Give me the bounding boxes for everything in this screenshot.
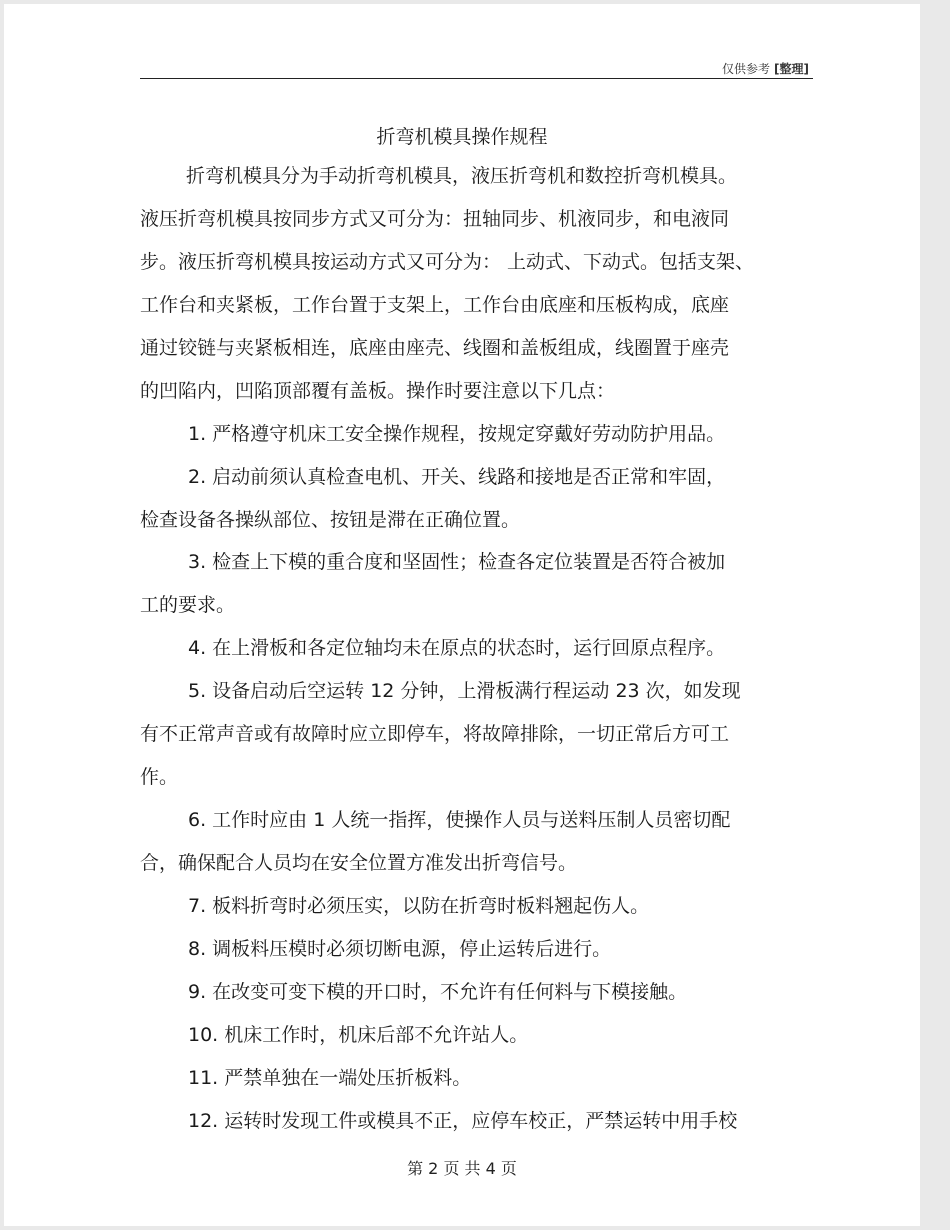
body-line: 的凹陷内，凹陷顶部覆有盖板。操作时要注意以下几点： bbox=[140, 380, 616, 402]
body-line: 步。液压折弯机模具按运动方式又可分为： 上动式、下动式。包括支架、 bbox=[140, 251, 755, 273]
list-item-continuation: 作。 bbox=[140, 766, 179, 788]
header-note bbox=[722, 60, 809, 77]
header-tag: [整理] bbox=[774, 62, 809, 76]
document-title: 折弯机模具操作规程 bbox=[376, 126, 548, 148]
list-item: 4. 在上滑板和各定位轴均未在原点的状态时，运行回原点程序。 bbox=[188, 637, 726, 659]
list-item: 12. 运转时发现工件或模具不正，应停车校正，严禁运转中用手校 bbox=[188, 1110, 738, 1132]
list-item: 11. 严禁单独在一端处压折板料。 bbox=[188, 1067, 472, 1089]
list-item: 9. 在改变可变下模的开口时，不允许有任何料与下模接触。 bbox=[188, 981, 688, 1003]
list-item: 5. 设备启动后空运转 12 分钟，上滑板满行程运动 23 次，如发现 bbox=[188, 680, 741, 702]
header-divider bbox=[140, 78, 813, 79]
list-item-continuation: 检查设备各操纵部位、按钮是滞在正确位置。 bbox=[140, 509, 521, 531]
list-item: 8. 调板料压模时必须切断电源，停止运转后进行。 bbox=[188, 938, 612, 960]
document-page bbox=[4, 4, 920, 1226]
body-line: 折弯机模具分为手动折弯机模具，液压折弯机和数控折弯机模具。 bbox=[186, 165, 738, 187]
header-note-text: 仅供参考 bbox=[722, 62, 771, 76]
list-item: 6. 工作时应由 1 人统一指挥，使操作人员与送料压制人员密切配 bbox=[188, 809, 731, 831]
list-item-continuation: 有不正常声音或有故障时应立即停车，将故障排除，一切正常后方可工 bbox=[140, 723, 730, 745]
body-line: 工作台和夹紧板，工作台置于支架上，工作台由底座和压板构成，底座 bbox=[140, 294, 730, 316]
body-line: 液压折弯机模具按同步方式又可分为：扭轴同步、机液同步，和电液同 bbox=[140, 208, 730, 230]
list-item-continuation: 合，确保配合人员均在安全位置方准发出折弯信号。 bbox=[140, 852, 578, 874]
body-line: 通过铰链与夹紧板相连，底座由座壳、线圈和盖板组成，线圈置于座壳 bbox=[140, 337, 730, 359]
list-item-continuation: 工的要求。 bbox=[140, 594, 236, 616]
list-item: 2. 启动前须认真检查电机、开关、线路和接地是否正常和牢固， bbox=[188, 466, 726, 488]
list-item: 7. 板料折弯时必须压实，以防在折弯时板料翘起伤人。 bbox=[188, 895, 650, 917]
list-item: 1. 严格遵守机床工安全操作规程，按规定穿戴好劳动防护用品。 bbox=[188, 423, 726, 445]
page-number-footer: 第 2 页 共 4 页 bbox=[407, 1159, 517, 1178]
list-item: 3. 检查上下模的重合度和坚固性；检查各定位装置是否符合被加 bbox=[188, 551, 726, 573]
list-item: 10. 机床工作时，机床后部不允许站人。 bbox=[188, 1024, 529, 1046]
